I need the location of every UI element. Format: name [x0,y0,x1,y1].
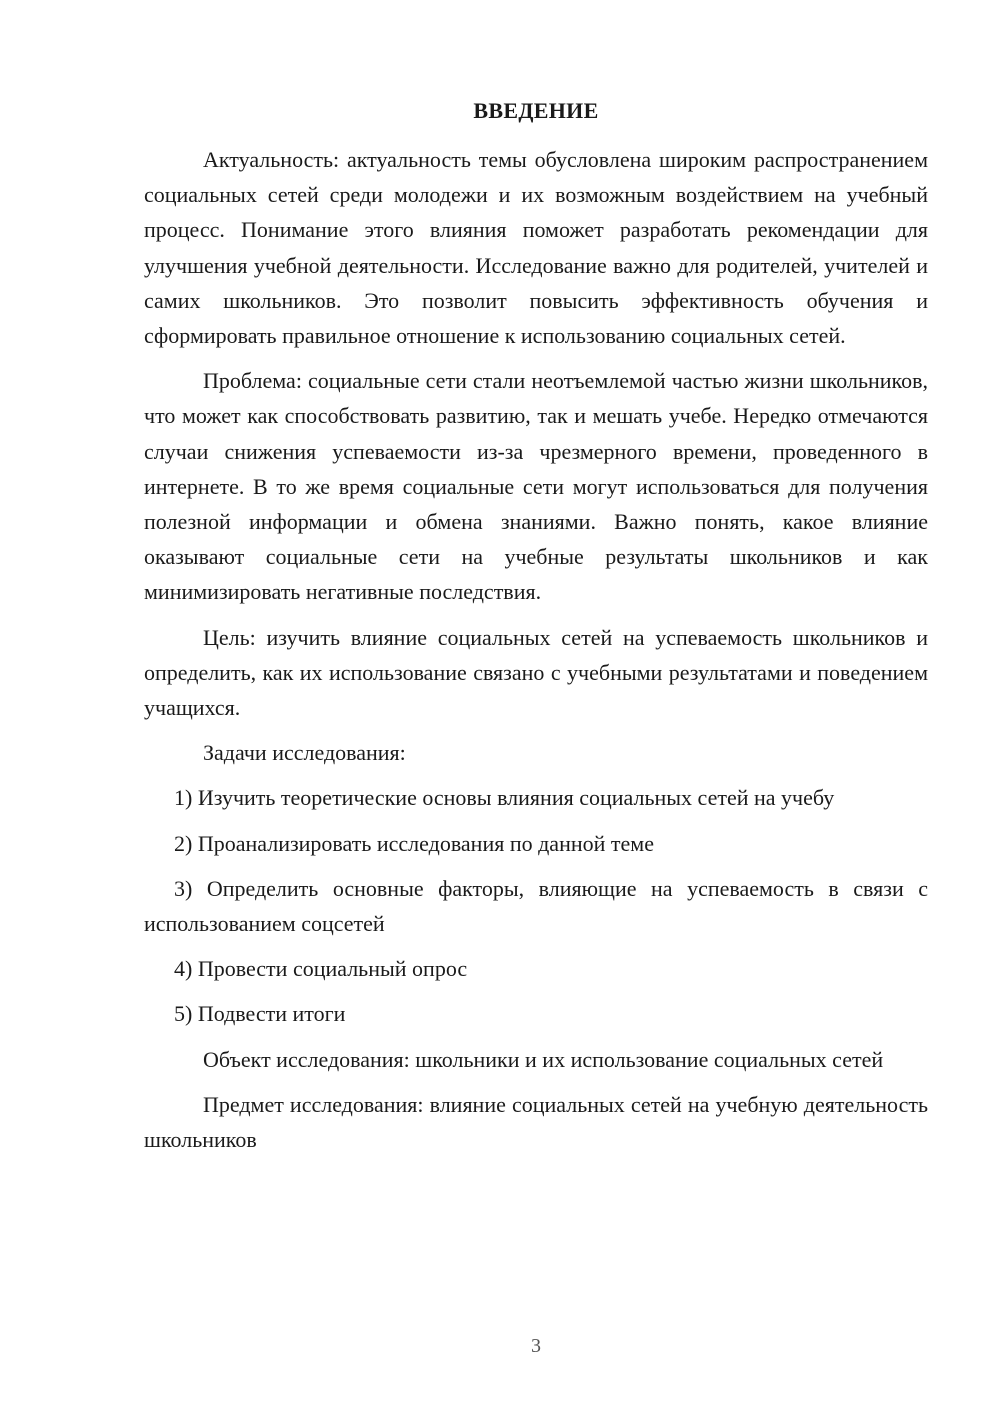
task-item-3: 3) Определить основные факторы, влияющие на успеваемость в связи с использованием соцсетей [144,875,928,937]
task-item-5: 5) Подвести итоги [174,1001,346,1027]
object-paragraph: Объект исследования: школьники и их использование социальных сетей [203,1046,884,1072]
subject-paragraph: Предмет исследования: влияние социальных сетей на учебную деятельность школьников [144,1091,928,1153]
problem-paragraph: Проблема: социальные сети стали неотъемлемой частью жизни школьников, что может как способствовать развитию, так и мешать учебе. Нередко отмечаются случаи снижения успеваемости из-за чрезмерного времени, проведенного в интернете. В то же время социальные сети могут использоваться для получения полезной информации и обмена знаниями. Важно понять, какое влияние оказывают социальные сети на учебные результаты школьников и как минимизировать негативные последствия. [144,368,928,605]
page-number: 3 [531,1335,541,1357]
document-body [144,142,928,1157]
task-item-2: 2) Проанализировать исследования по данной теме [174,830,654,856]
goal-paragraph: Цель: изучить влияние социальных сетей на успеваемость школьников и определить, как их использование связано с учебными результатами и поведением учащихся. [144,624,928,721]
relevance-paragraph: Актуальность: актуальность темы обусловлена широким распространением социальных сетей среди молодежи и их возможным воздействием на учебный процесс. Понимание этого влияния поможет разработать рекомендации для улучшения учебной деятельности. Исследование важно для родителей, учителей и самих школьников. Это позволит повысить эффективность обучения и сформировать правильное отношение к использованию социальных сетей. [144,147,928,349]
section-heading: ВВЕДЕНИЕ [473,98,599,123]
task-item-1: 1) Изучить теоретические основы влияния социальных сетей на учебу [174,785,835,811]
tasks-title: Задачи исследования: [203,740,406,766]
task-item-4: 4) Провести социальный опрос [174,956,468,982]
